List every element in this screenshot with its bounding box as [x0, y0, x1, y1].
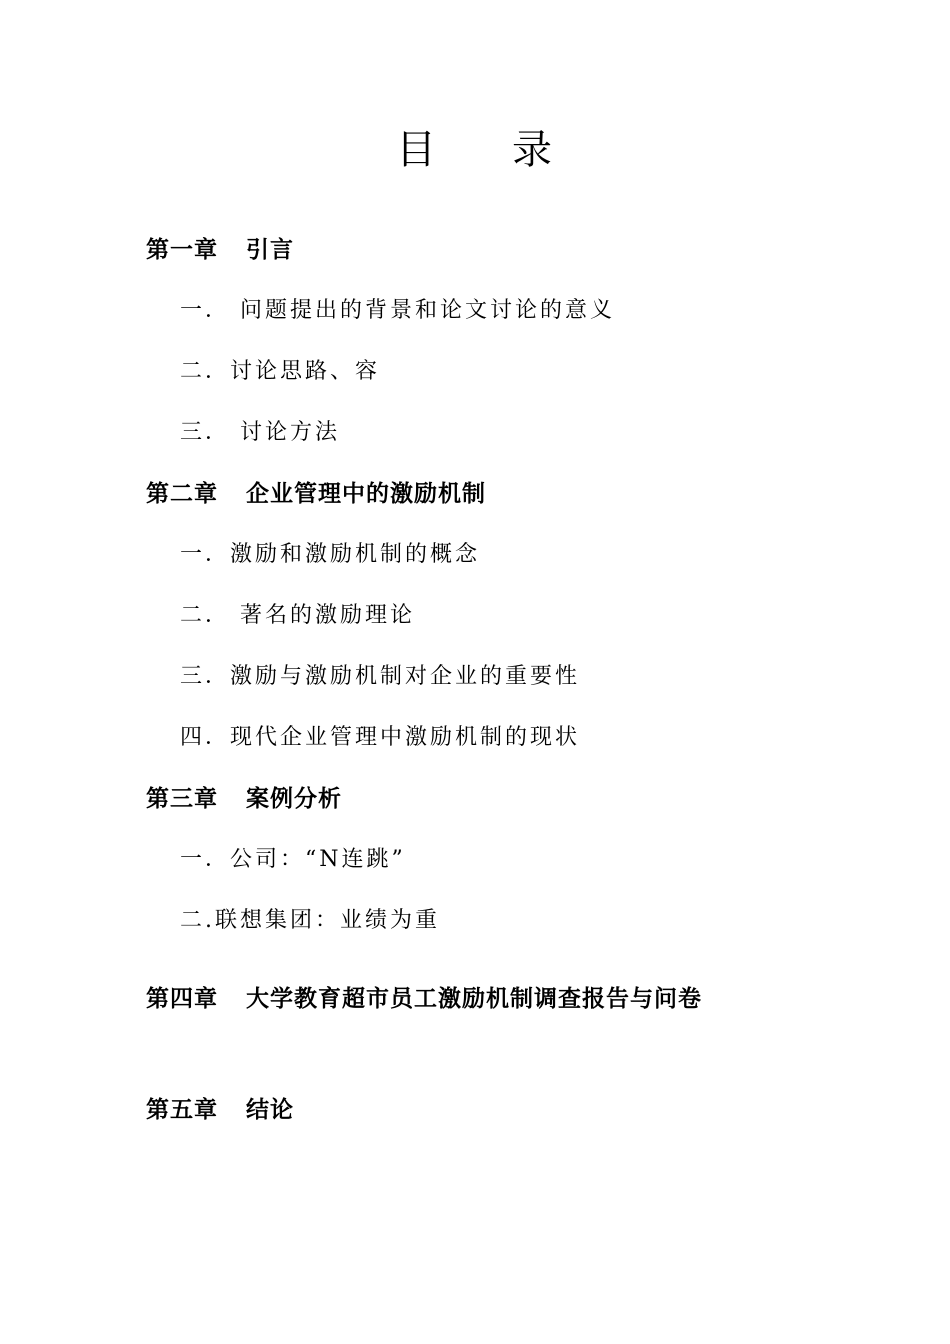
chapter-number: 第五章	[146, 1097, 218, 1123]
chapter-2-heading	[146, 478, 486, 510]
chapter-number: 第三章	[146, 786, 218, 812]
chapter-2-section-3: 三．激励与激励机制对企业的重要性	[180, 664, 581, 689]
toc-title-right: 录	[512, 127, 554, 173]
chapter-title: 大学教育超市员工激励机制调查报告与问卷	[246, 986, 702, 1012]
chapter-3-section-1: 一．公司：“N连跳”	[180, 847, 406, 872]
chapter-title: 案例分析	[246, 786, 342, 812]
chapter-3-section-2: 二.联想集团：业绩为重	[180, 908, 440, 933]
chapter-4-heading	[146, 983, 702, 1015]
toc-title	[0, 122, 950, 178]
chapter-title: 引言	[246, 237, 294, 263]
chapter-1-section-2: 二．讨论思路、容	[180, 359, 381, 384]
chapter-title: 企业管理中的激励机制	[246, 481, 486, 507]
chapter-1-section-3: 三． 讨论方法	[180, 420, 340, 445]
chapter-2-section-4: 四．现代企业管理中激励机制的现状	[180, 725, 581, 750]
chapter-2-section-2: 二． 著名的激励理论	[180, 603, 415, 628]
chapter-1-section-1: 一． 问题提出的背景和论文讨论的意义	[180, 298, 615, 323]
toc-title-left: 目	[396, 127, 438, 173]
chapter-2-section-1: 一．激励和激励机制的概念	[180, 542, 481, 567]
chapter-number: 第四章	[146, 986, 218, 1012]
chapter-3-heading	[146, 783, 342, 815]
chapter-1-heading	[146, 234, 294, 266]
chapter-number: 第一章	[146, 237, 218, 263]
chapter-number: 第二章	[146, 481, 218, 507]
chapter-title: 结论	[246, 1097, 294, 1123]
chapter-5-heading	[146, 1094, 294, 1126]
